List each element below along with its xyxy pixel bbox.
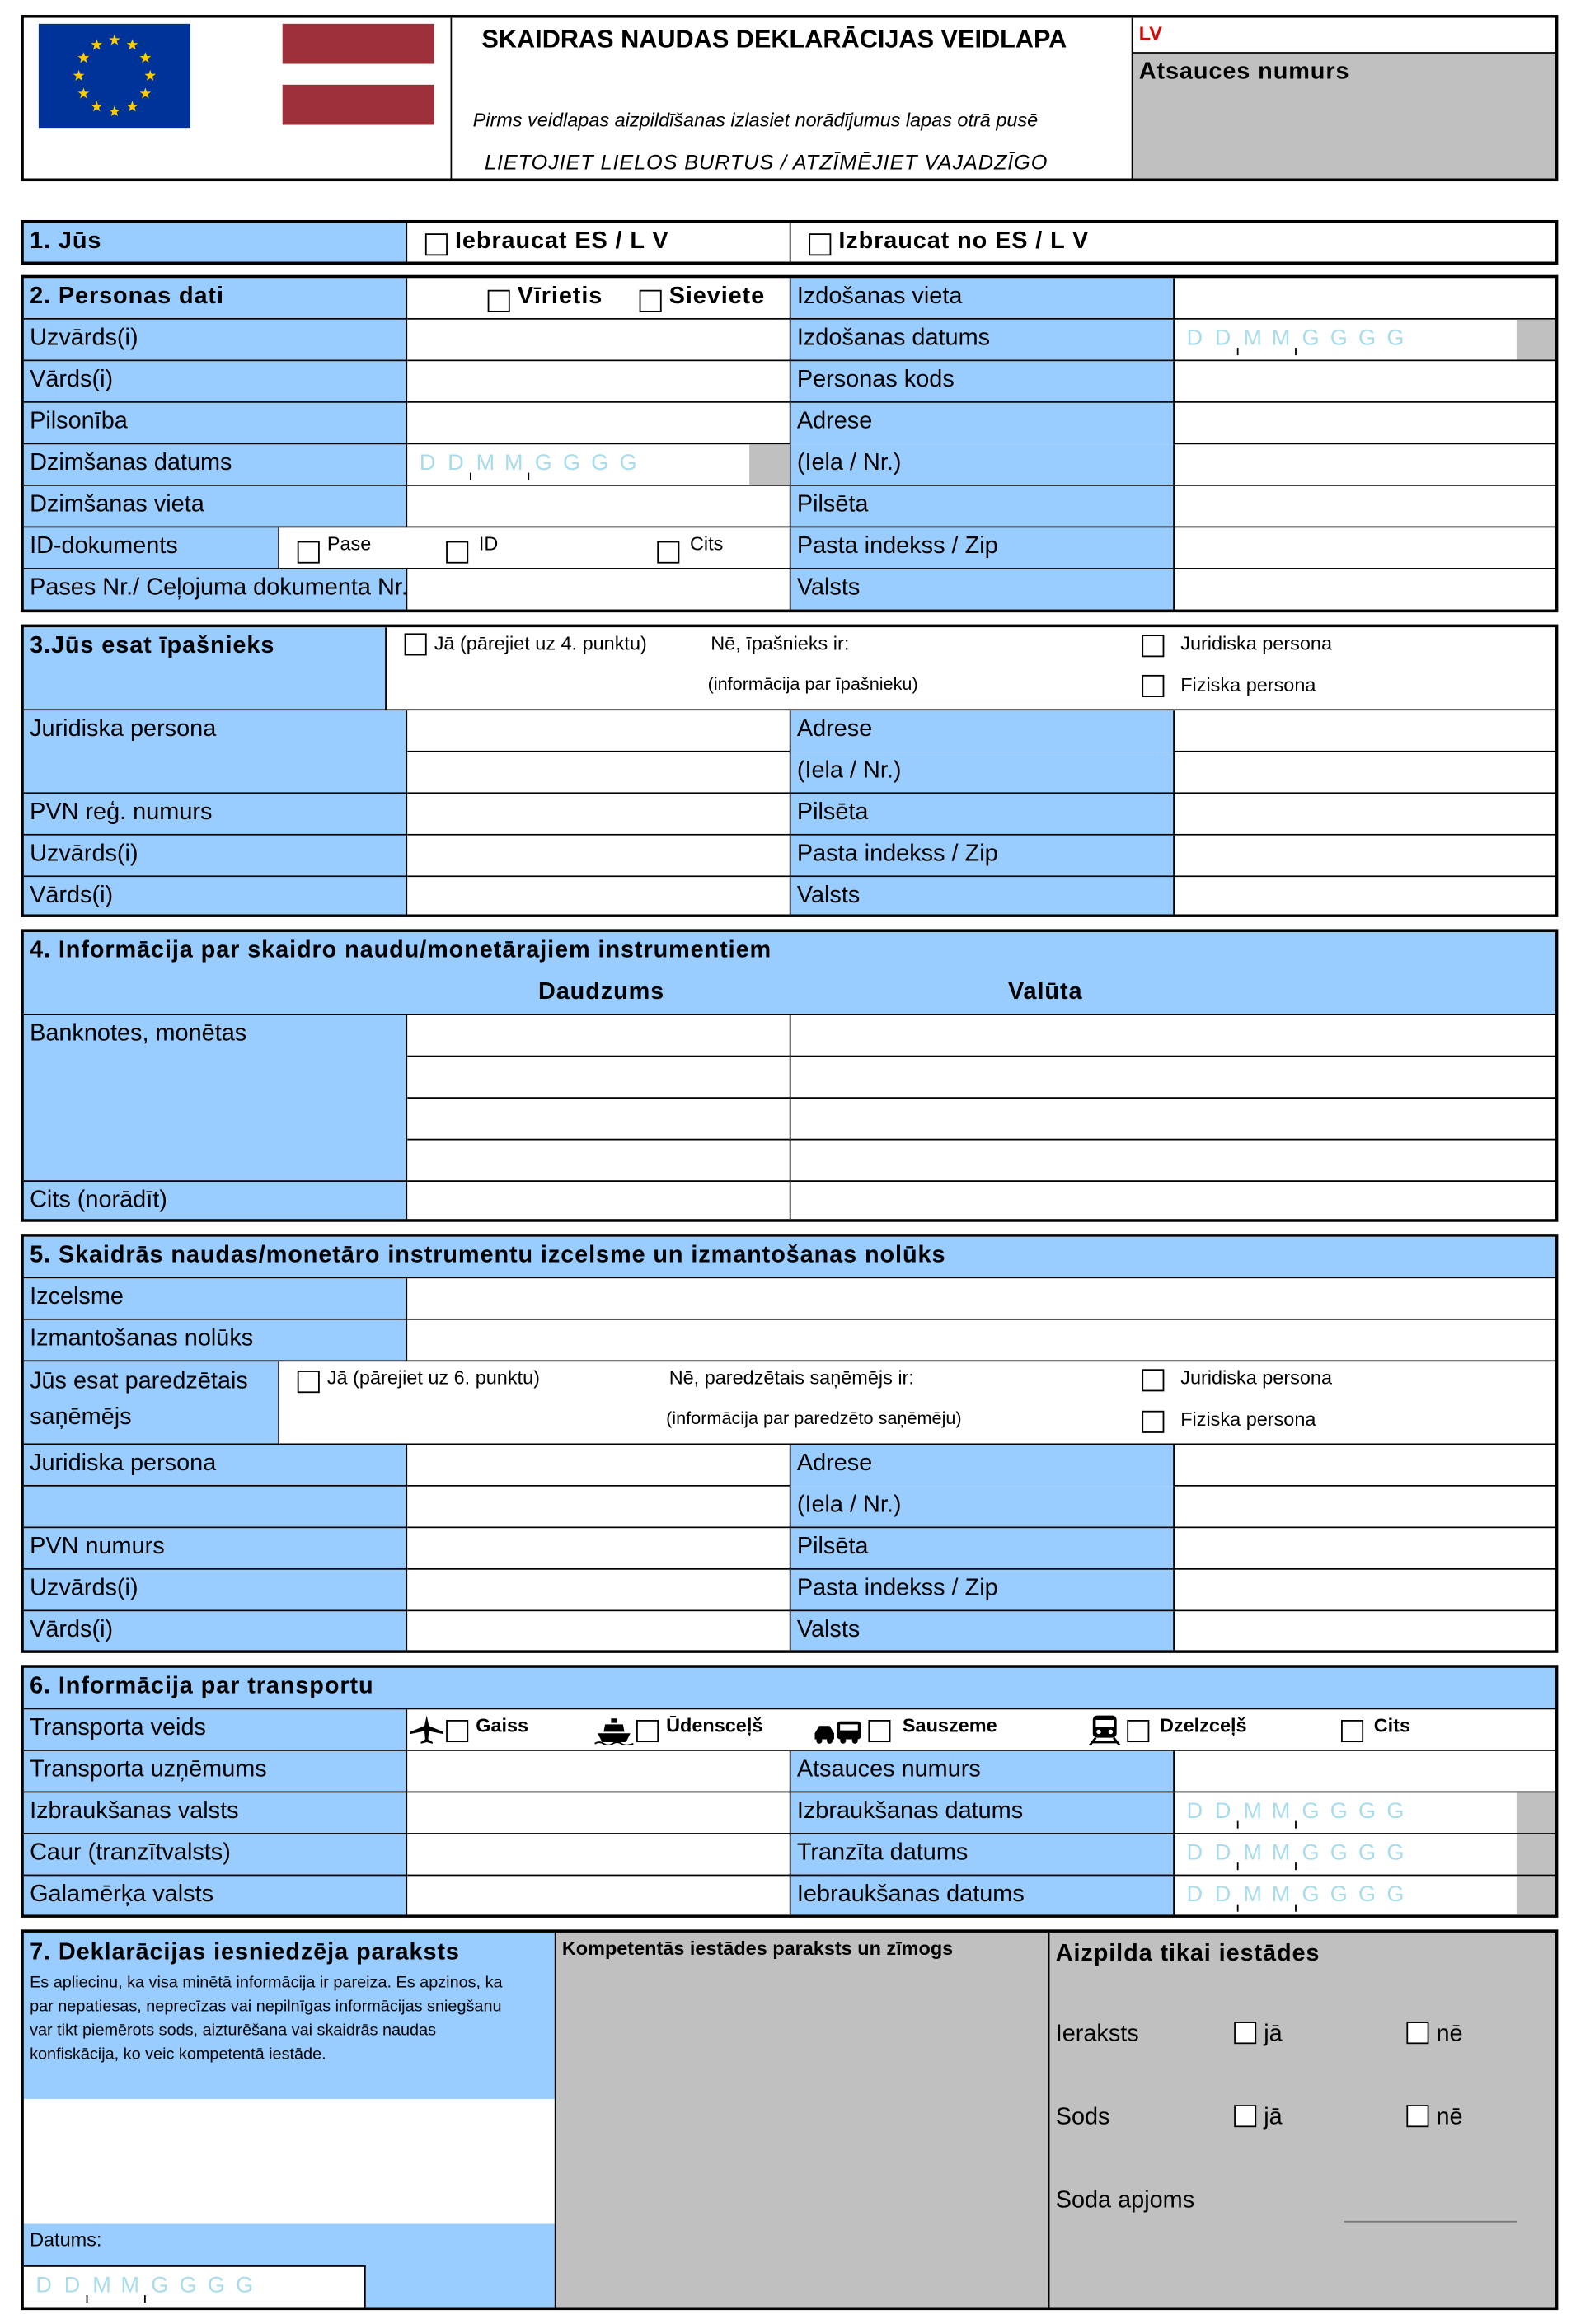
city-label: Pilsēta [796, 492, 869, 518]
eu-star-icon [140, 52, 152, 63]
owner-name-field[interactable] [407, 877, 790, 917]
leaving-checkbox[interactable] [809, 233, 831, 255]
authority-stamp-block [556, 1933, 1050, 2310]
transport-mode-label: Transporta veids [30, 1715, 206, 1741]
date-placeholder-char: D [1186, 326, 1203, 351]
date-placeholder-char: G [1330, 1881, 1348, 1908]
date-placeholder-char: G [1358, 1881, 1377, 1908]
recipient-yes-checkbox[interactable] [298, 1371, 320, 1393]
origin-field[interactable] [407, 1278, 1558, 1320]
birth-date-field[interactable] [407, 444, 790, 486]
eu-star-icon [73, 70, 85, 81]
owner-street-label: (Iela / Nr.) [796, 757, 902, 784]
amount-field-4[interactable] [407, 1141, 790, 1183]
sea-checkbox[interactable] [636, 1720, 659, 1742]
transit-date-field[interactable] [1175, 1834, 1558, 1877]
issue-place-label: Izdošanas vieta [796, 283, 963, 310]
rail-label: Dzelzceļš [1159, 1713, 1247, 1736]
transport-company-label: Transporta uzņēmums [30, 1757, 267, 1783]
male-checkbox[interactable] [488, 290, 510, 312]
other-currency-field[interactable] [791, 1182, 1559, 1222]
origin-label: Izcelsme [30, 1284, 124, 1310]
form-header [21, 15, 1558, 181]
recipient-city-label: Pilsēta [796, 1534, 869, 1560]
owner-address-field[interactable] [1175, 710, 1558, 752]
eu-star-icon [127, 39, 138, 49]
zip-field[interactable] [1175, 527, 1558, 569]
penalty-no-checkbox[interactable] [1406, 2105, 1428, 2127]
date-placeholder-char: G [1302, 1840, 1320, 1866]
form-title: SKAIDRAS NAUDAS DEKLARĀCIJAS VEIDLAPA [481, 25, 1067, 54]
transport-reference-field[interactable] [1175, 1751, 1558, 1793]
owner-legal-checkbox[interactable] [1142, 635, 1164, 657]
issue-place-field[interactable] [1175, 278, 1558, 320]
zip-label: Pasta indekss / Zip [796, 533, 998, 560]
purpose-label: Izmantošanas nolūks [30, 1325, 254, 1352]
date-placeholder-char: D [1186, 1881, 1203, 1908]
rail-checkbox[interactable] [1127, 1720, 1149, 1742]
date-placeholder-char: M [1243, 1840, 1262, 1866]
date-placeholder-char: D [1214, 1798, 1231, 1825]
air-checkbox[interactable] [446, 1720, 468, 1742]
other-transport-checkbox[interactable] [1341, 1720, 1363, 1742]
amount-field-2[interactable] [407, 1057, 790, 1099]
sea-label: Ūdensceļš [666, 1713, 763, 1736]
s4-header [24, 932, 1559, 1015]
country-field[interactable] [1175, 569, 1558, 612]
recipient-zip-field[interactable] [1175, 1570, 1558, 1612]
owner-info-label: (informācija par īpašnieku) [707, 673, 918, 695]
recipient-yes-label: Jā (pārejiet uz 6. punktu) [326, 1366, 540, 1389]
title-cell [452, 18, 1133, 181]
s6-title: 6. Informācija par transportu [30, 1674, 374, 1699]
recipient-zip-label: Pasta indekss / Zip [796, 1576, 998, 1601]
purpose-field[interactable] [407, 1320, 1558, 1362]
s1-title: 1. Jūs [30, 228, 102, 255]
owner-address-label: Adrese [796, 716, 873, 743]
transport-reference-label: Atsauces numurs [796, 1757, 981, 1783]
date-placeholder-char: G [1386, 1881, 1405, 1908]
owner-natural-label: Fiziska persona [1180, 673, 1316, 696]
owner-natural-checkbox[interactable] [1142, 675, 1164, 697]
other-amount-field[interactable] [407, 1182, 790, 1222]
declaration-text-line: par nepatiesas, neprecīzas vai nepilnīgas informācijas sniegšanu [30, 1998, 502, 2016]
entering-label: Iebraucat ES / L V [454, 228, 669, 255]
penalty-yes-checkbox[interactable] [1234, 2105, 1256, 2127]
female-checkbox[interactable] [640, 290, 662, 312]
citizenship-field[interactable] [407, 403, 790, 445]
recipient-legal-entity-label: Juridiska persona [30, 1450, 217, 1477]
date-placeholder-char: G [179, 2273, 197, 2298]
date-placeholder-char: G [1302, 326, 1320, 351]
latvia-flag-icon [283, 24, 434, 125]
owner-name-label: Vārds(i) [30, 883, 114, 909]
penalty-amount-field[interactable] [1344, 2221, 1517, 2223]
citizenship-label: Pilsonība [30, 409, 128, 434]
eu-star-icon [144, 70, 156, 81]
date-placeholder-char: G [1386, 1798, 1405, 1825]
eu-flag-icon [39, 24, 190, 128]
recipient-address-field[interactable] [1175, 1445, 1558, 1487]
s3-title: 3.Jūs esat īpašnieks [30, 633, 275, 659]
recipient-label: Jūs esat paredzētais [30, 1369, 248, 1394]
banknotes-label: Banknotes, monētas [30, 1021, 247, 1047]
date-placeholder-char: D [1214, 326, 1231, 351]
eu-star-icon [127, 101, 138, 111]
destination-country-label: Galamērķa valsts [30, 1881, 214, 1908]
recipient-country-label: Valsts [796, 1617, 861, 1643]
owner-city-label: Pilsēta [796, 799, 869, 826]
date-placeholder-char: G [1386, 1840, 1405, 1866]
recipient-street-label: (Iela / Nr.) [796, 1492, 902, 1518]
personal-code-field[interactable] [1175, 361, 1558, 403]
date-placeholder-char: D [419, 450, 436, 476]
recipient-legal-label: Juridiska persona [1180, 1366, 1333, 1389]
currency-field-2[interactable] [791, 1057, 1559, 1099]
departure-country-field[interactable] [407, 1792, 790, 1834]
recipient-vat-label: PVN numurs [30, 1534, 165, 1560]
owner-surname-field[interactable] [407, 836, 790, 878]
entry-no-label: nē [1436, 2022, 1463, 2047]
section-7 [21, 1929, 1558, 2310]
date-placeholder-char: G [1358, 1798, 1377, 1825]
recipient-legal-entity-field-2[interactable] [407, 1487, 790, 1529]
land-checkbox[interactable] [868, 1720, 890, 1742]
date-placeholder-char: M [120, 2273, 140, 2298]
other-doc-label: Cits [689, 532, 724, 555]
departure-country-label: Izbraukšanas valsts [30, 1798, 239, 1825]
recipient-legal-checkbox[interactable] [1142, 1369, 1164, 1391]
personal-code-label: Personas kods [796, 367, 955, 393]
transit-country-label: Caur (tranzītvalsts) [30, 1840, 231, 1866]
passport-label: Pase [326, 532, 372, 555]
entry-yes-label: jā [1264, 2022, 1283, 2047]
penalty-yes-label: jā [1264, 2105, 1283, 2130]
other-doc-checkbox[interactable] [657, 541, 679, 564]
flags-cell [24, 18, 452, 181]
signature-field[interactable] [24, 2099, 556, 2224]
entry-label: Ieraksts [1055, 2022, 1139, 2047]
recipient-surname-field[interactable] [407, 1570, 790, 1612]
date-placeholder-char: M [504, 450, 523, 476]
owner-country-label: Valsts [796, 883, 861, 909]
recipient-name-label: Vārds(i) [30, 1617, 114, 1643]
penalty-label: Sods [1055, 2105, 1110, 2130]
birth-place-field[interactable] [407, 486, 790, 528]
lang-code-cell [1133, 18, 1558, 54]
date-placeholder-char: G [619, 450, 637, 476]
section-2 [21, 275, 1558, 612]
address-label: Adrese [796, 409, 873, 434]
eu-star-icon [78, 87, 90, 98]
amount-field-1[interactable] [407, 1015, 790, 1057]
date-placeholder-char: M [1243, 1798, 1262, 1825]
date-placeholder-char: D [1186, 1798, 1203, 1825]
issue-date-label: Izdošanas datums [796, 326, 991, 351]
currency-header: Valūta [1007, 979, 1083, 1005]
recipient-info-label: (informācija par paredzēto saņēmēju) [666, 1408, 962, 1429]
recipient-country-field[interactable] [1175, 1611, 1558, 1653]
date-placeholder-char: G [1358, 1840, 1377, 1866]
date-placeholder-char: M [1243, 1881, 1262, 1908]
airplane-icon [410, 1716, 443, 1745]
owner-city-field[interactable] [1175, 794, 1558, 836]
date-placeholder-char: G [563, 450, 581, 476]
birth-place-label: Dzimšanas vieta [30, 492, 204, 518]
id-doc-label: ID-dokuments [30, 533, 178, 560]
eu-star-icon [109, 105, 120, 116]
amount-header: Daudzums [537, 979, 665, 1005]
car-bus-icon [814, 1718, 862, 1745]
female-label: Sieviete [668, 283, 766, 310]
entry-no-checkbox[interactable] [1406, 2022, 1428, 2044]
id-label: ID [478, 532, 499, 555]
authority-label: Kompetentās iestādes paraksts un zīmogs [561, 1937, 954, 1960]
id-checkbox[interactable] [446, 541, 468, 564]
s5-title: 5. Skaidrās naudas/monetāro instrumentu izcelsme un izmantošanas nolūks [30, 1242, 946, 1268]
date-placeholder-char: D [1214, 1881, 1231, 1908]
penalty-amount-label: Soda apjoms [1055, 2188, 1195, 2214]
departure-date-field[interactable] [1175, 1792, 1558, 1834]
gender-cell [407, 278, 790, 320]
surname-label: Uzvārds(i) [30, 326, 138, 351]
date-placeholder-char: D [1186, 1840, 1203, 1866]
name-label: Vārds(i) [30, 367, 114, 393]
owner-legal-entity-field-1[interactable] [407, 710, 790, 752]
owner-zip-field[interactable] [1175, 836, 1558, 878]
date-placeholder-char: D [1214, 1840, 1231, 1866]
date-placeholder-char: G [207, 2273, 225, 2298]
amount-field-3[interactable] [407, 1099, 790, 1141]
date-placeholder-char: D [35, 2273, 52, 2298]
declaration-date-field[interactable] [24, 2265, 366, 2308]
leaving-option[interactable] [791, 223, 1559, 265]
entering-option[interactable] [407, 223, 790, 265]
transport-mode-options [407, 1709, 1558, 1751]
s4-title: 4. Informācija par skaidro naudu/monetārajiem instrumentiem [30, 938, 772, 963]
official-use-block [1049, 1933, 1558, 2310]
recipient-options [279, 1361, 1558, 1445]
date-placeholder-char: M [1271, 326, 1291, 351]
owner-legal-label: Juridiska persona [1180, 631, 1333, 654]
date-placeholder-char: M [1271, 1798, 1291, 1825]
recipient-natural-checkbox[interactable] [1142, 1411, 1164, 1433]
recipient-name-field[interactable] [407, 1611, 790, 1653]
s2-title: 2. Personas dati [30, 283, 224, 310]
entering-checkbox[interactable] [425, 233, 448, 255]
date-placeholder-char: G [591, 450, 609, 476]
eu-star-icon [78, 52, 90, 63]
owner-no-label: Nē, īpašnieks ir: [711, 631, 850, 654]
other-transport-label: Cits [1373, 1713, 1411, 1736]
recipient-no-label: Nē, paredzētais saņēmējs ir: [668, 1366, 914, 1389]
departure-date-label: Izbraukšanas datums [796, 1798, 1024, 1825]
declaration-text [30, 1971, 555, 2066]
owner-surname-label: Uzvārds(i) [30, 841, 138, 867]
capitals-note: LIETOJIET LIELOS BURTUS / ATZĪMĒJIET VAJADZĪGO [485, 150, 1048, 175]
street-field[interactable] [1175, 444, 1558, 486]
declaration-text-line: konfiskācija, ko veic kompetentā iestāde. [30, 2045, 326, 2064]
recipient-label-2: saņēmējs [30, 1404, 132, 1431]
date-placeholder-char: G [1330, 1798, 1348, 1825]
doc-number-field[interactable] [407, 569, 790, 612]
id-doc-options [279, 527, 791, 569]
owner-legal-entity-field-2[interactable] [407, 752, 790, 794]
birth-date-label: Dzimšanas datums [30, 450, 232, 476]
owner-zip-label: Pasta indekss / Zip [796, 841, 998, 867]
recipient-legal-entity-field-1[interactable] [407, 1445, 790, 1487]
date-placeholder-char: M [1243, 326, 1262, 351]
arrival-date-label: Iebraukšanas datums [796, 1881, 1025, 1908]
transport-company-field[interactable] [407, 1751, 790, 1793]
train-icon [1088, 1714, 1121, 1747]
date-placeholder-char: G [236, 2273, 254, 2298]
official-use-label: Aizpilda tikai iestādes [1055, 1941, 1320, 1967]
doc-number-label: Pases Nr./ Ceļojuma dokumenta Nr. [30, 575, 408, 601]
street-label: (Iela / Nr.) [796, 450, 902, 476]
eu-star-icon [109, 34, 120, 45]
eu-star-icon [140, 87, 152, 98]
owner-yes-checkbox[interactable] [405, 633, 427, 655]
owner-options [387, 627, 1558, 710]
owner-yes-label: Jā (pārejiet uz 4. punktu) [434, 631, 647, 654]
arrival-date-field[interactable] [1175, 1876, 1558, 1918]
recipient-address-label: Adrese [796, 1450, 873, 1477]
ship-icon [595, 1716, 634, 1745]
date-placeholder-char: D [63, 2273, 81, 2298]
section-1 [21, 220, 1558, 265]
surname-field[interactable] [407, 320, 790, 362]
recipient-street-field[interactable] [1175, 1487, 1558, 1529]
date-placeholder-char: M [1271, 1881, 1291, 1908]
recipient-natural-label: Fiziska persona [1180, 1408, 1316, 1431]
date-placeholder-char: M [476, 450, 495, 476]
owner-legal-entity-label: Juridiska persona [30, 716, 217, 743]
city-field[interactable] [1175, 486, 1558, 528]
land-label: Sauszeme [902, 1713, 997, 1736]
transit-date-label: Tranzīta datums [796, 1840, 969, 1866]
section-3 [21, 625, 1558, 917]
section-6 [21, 1665, 1558, 1918]
passport-checkbox[interactable] [298, 541, 320, 564]
owner-vat-label: PVN reģ. numurs [30, 799, 213, 826]
country-label: Valsts [796, 575, 861, 601]
leaving-label: Izbraucat no ES / L V [838, 228, 1090, 255]
date-placeholder-char: G [1302, 1798, 1320, 1825]
eu-star-icon [91, 101, 102, 111]
recipient-vat-field[interactable] [407, 1528, 790, 1570]
date-placeholder-char: G [1358, 326, 1377, 351]
declaration-block [24, 1933, 556, 2099]
date-placeholder-char: D [448, 450, 464, 476]
transit-country-field[interactable] [407, 1834, 790, 1877]
date-placeholder-char: G [1330, 1840, 1348, 1866]
instructions-text: Pirms veidlapas aizpildīšanas izlasiet norādījumus lapas otrā pusē [472, 108, 1039, 131]
currency-field-1[interactable] [791, 1015, 1559, 1057]
date-placeholder-char: G [534, 450, 552, 476]
owner-country-field[interactable] [1175, 877, 1558, 917]
section-5 [21, 1234, 1558, 1653]
section-4 [21, 929, 1558, 1221]
declaration-text-line: Es apliecinu, ka visa minētā informācija ir pareiza. Es apzinos, ka [30, 1974, 503, 1993]
recipient-surname-label: Uzvārds(i) [30, 1576, 138, 1601]
date-placeholder-char: G [151, 2273, 169, 2298]
declaration-text-line: var tikt piemērots sods, aizturēšana vai skaidrās naudas [30, 2022, 437, 2040]
other-cash-label: Cits (norādīt) [30, 1188, 167, 1213]
address-field[interactable] [1175, 403, 1558, 445]
declaration-date-label: Datums: [30, 2228, 102, 2251]
currency-field-4[interactable] [791, 1141, 1559, 1183]
entry-yes-checkbox[interactable] [1234, 2022, 1256, 2044]
owner-street-field[interactable] [1175, 752, 1558, 794]
air-label: Gaiss [476, 1713, 529, 1736]
destination-country-field[interactable] [407, 1876, 790, 1918]
date-placeholder-char: G [1386, 326, 1405, 351]
lang-code: LV [1138, 22, 1162, 45]
owner-vat-field[interactable] [407, 794, 790, 836]
penalty-no-label: nē [1436, 2105, 1463, 2130]
name-field[interactable] [407, 361, 790, 403]
reference-cell[interactable] [1133, 54, 1558, 181]
issue-date-field[interactable] [1175, 320, 1558, 362]
date-placeholder-char: G [1302, 1881, 1320, 1908]
male-label: Vīrietis [517, 283, 603, 310]
recipient-city-field[interactable] [1175, 1528, 1558, 1570]
currency-field-3[interactable] [791, 1099, 1559, 1141]
date-placeholder-char: G [1330, 326, 1348, 351]
date-placeholder-char: M [1271, 1840, 1291, 1866]
eu-star-icon [91, 39, 102, 49]
date-block [24, 2223, 556, 2310]
s7-title: 7. Deklarācijas iesniedzēja paraksts [30, 1939, 460, 1966]
reference-label: Atsauces numurs [1138, 59, 1350, 85]
date-placeholder-char: M [92, 2273, 111, 2298]
